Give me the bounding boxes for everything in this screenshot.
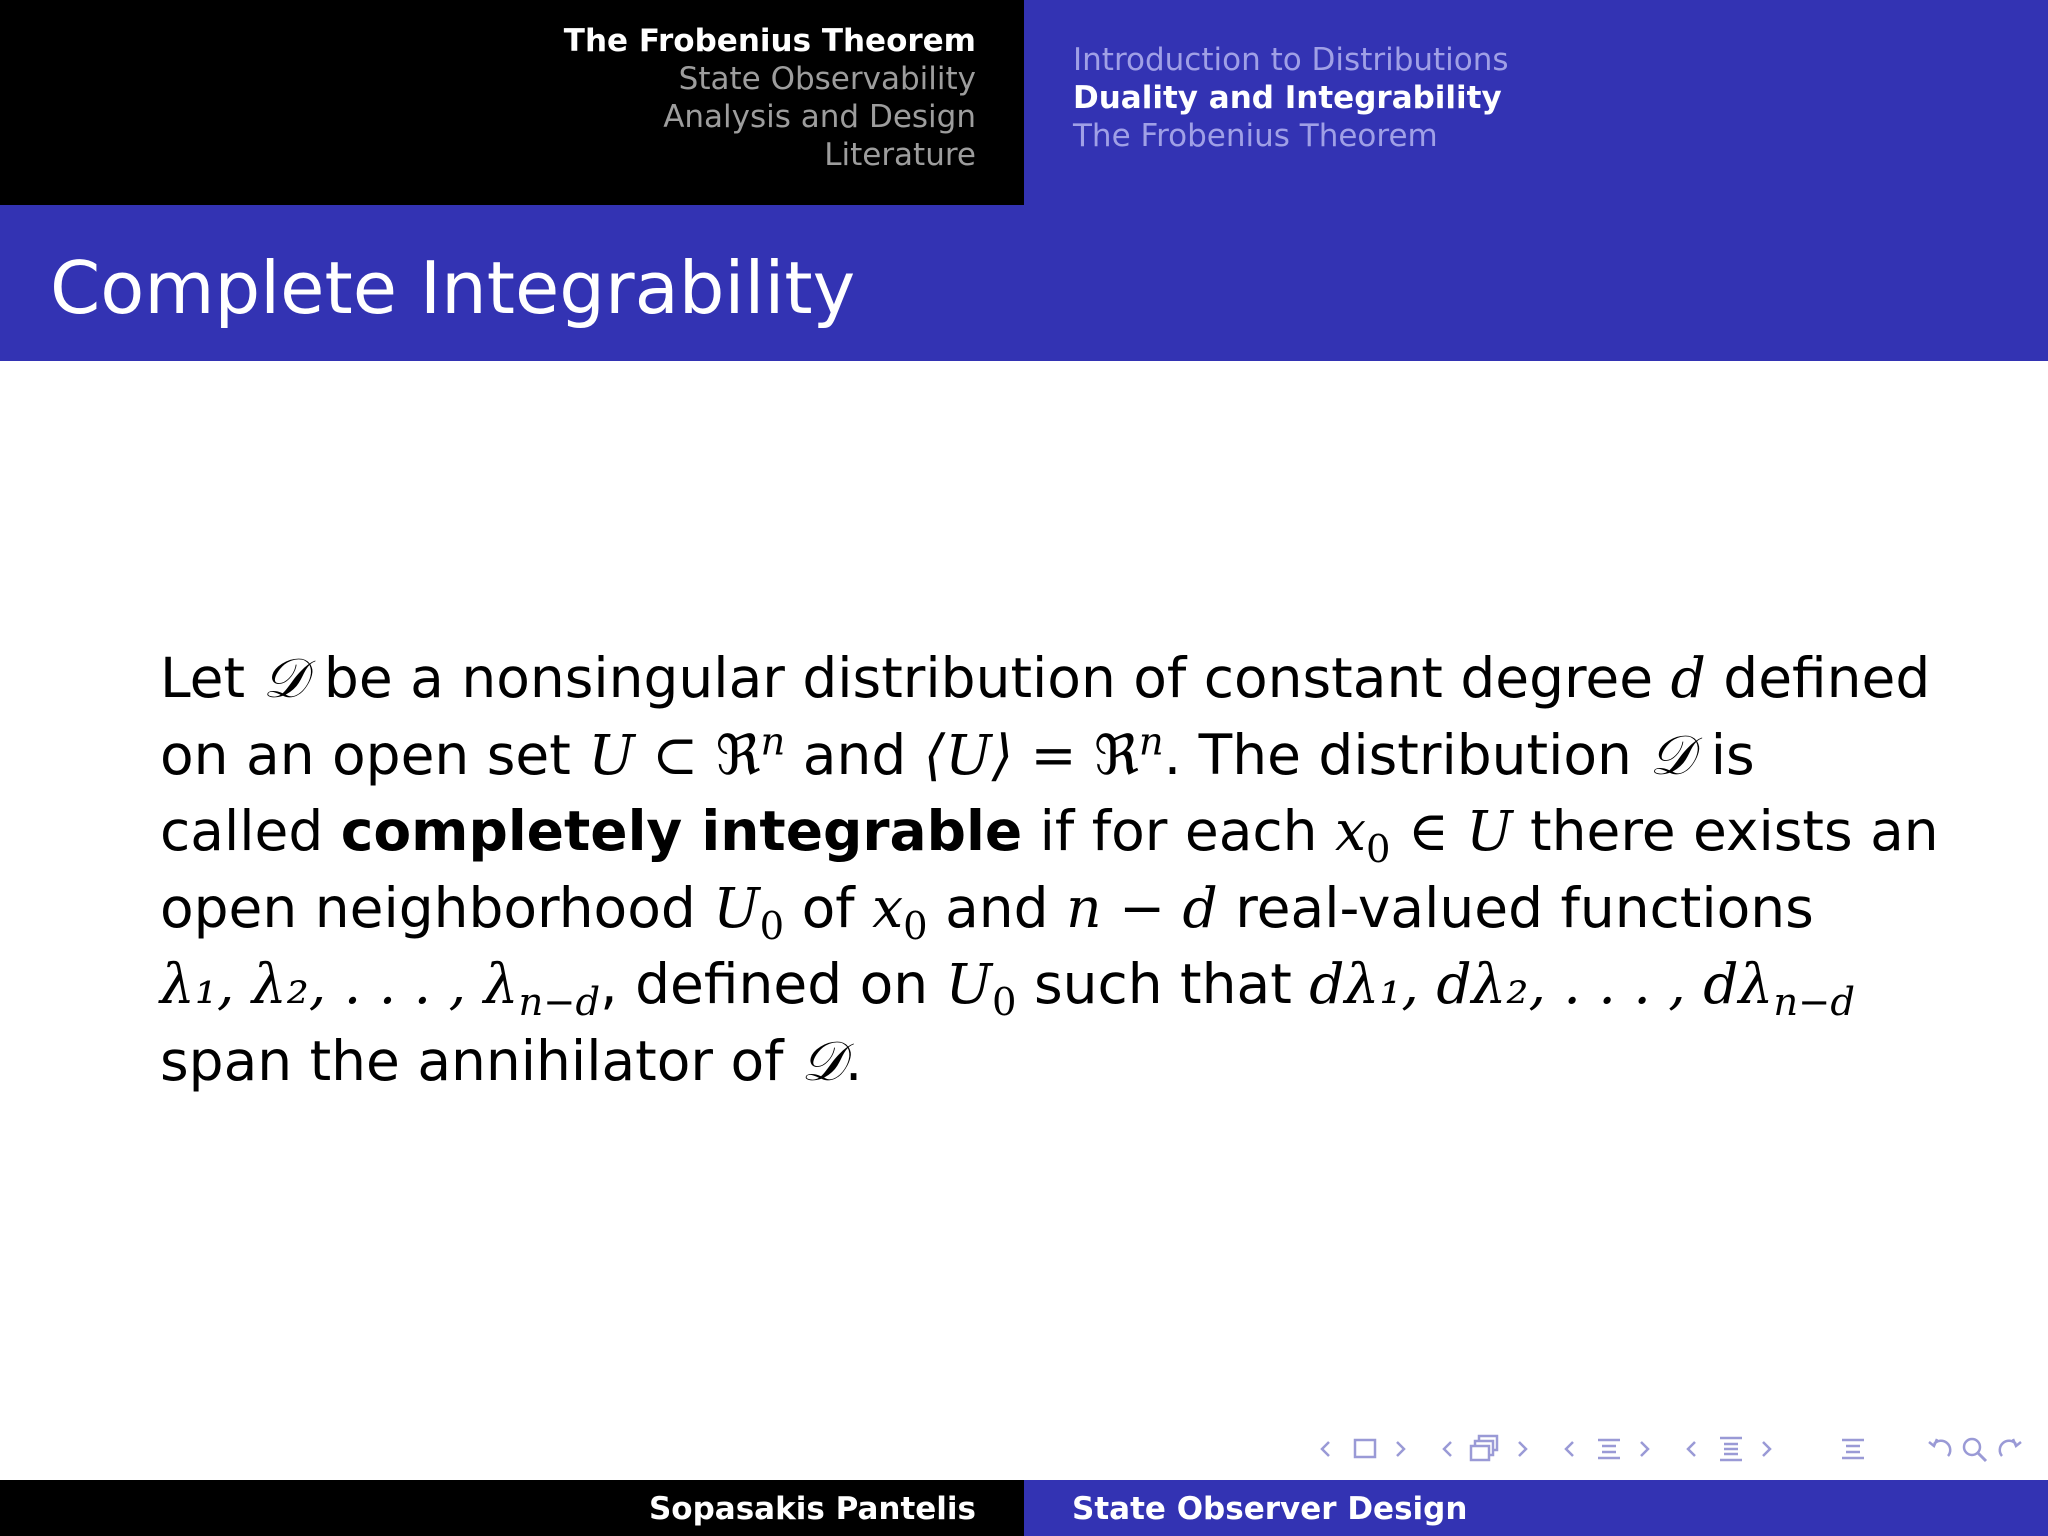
footer-title-bar [1024, 1480, 2048, 1536]
redo-icon[interactable] [1994, 1434, 2024, 1464]
definition-line-6: span the annihilator of 𝒟. [160, 1028, 863, 1093]
nav-section-literature[interactable]: Literature [824, 137, 976, 173]
nav-subsection-frobenius[interactable]: The Frobenius Theorem [1073, 118, 1438, 154]
section-icon[interactable] [1594, 1434, 1624, 1464]
definition-line-3: called completely integrable if for each $x_0$ ∈ U there exists an [160, 799, 1939, 872]
navigation-symbols [1312, 1434, 2032, 1464]
definition-line-2: on an open set U ⊂ ℜ$^n$ and ⟨U⟩ = ℜ$^n$. The distribution 𝒟 is [160, 719, 1755, 787]
subsection-navigation [1024, 0, 2048, 205]
undo-icon[interactable] [1926, 1434, 1956, 1464]
nav-subsection-introduction[interactable]: Introduction to Distributions [1073, 42, 1509, 78]
footer-presentation-title: State Observer Design [1072, 1491, 1468, 1527]
arrow-right-icon[interactable] [1638, 1434, 1652, 1464]
frame-icon[interactable] [1352, 1434, 1378, 1464]
definition-text [160, 640, 1939, 1099]
nav-section-frobenius-theorem[interactable]: The Frobenius Theorem [563, 23, 976, 59]
nav-section-state-observability[interactable]: State Observability [678, 61, 976, 97]
definition-line-1: Let 𝒟 be a nonsingular distribution of constant degree d defined [160, 646, 1931, 710]
subsection-list [1073, 41, 1509, 155]
arrow-right-icon[interactable] [1394, 1434, 1408, 1464]
definition-line-5: λ₁, λ₂, . . . , $\lambda_{n-d}$, defined on $U_0$ such that dλ₁, dλ₂, . . . , $d\lambda_{n-d}$ [160, 952, 1856, 1025]
defined-term: completely integrable [340, 799, 1023, 863]
arrow-left-icon[interactable] [1318, 1434, 1332, 1464]
nav-section-analysis-design[interactable]: Analysis and Design [663, 99, 976, 135]
arrow-left-icon[interactable] [1440, 1434, 1454, 1464]
nav-subsection-duality[interactable]: Duality and Integrability [1073, 80, 1502, 116]
arrow-right-icon[interactable] [1760, 1434, 1774, 1464]
footer-author-bar [0, 1480, 1024, 1536]
arrow-left-icon[interactable] [1562, 1434, 1576, 1464]
section-navigation [0, 0, 1024, 205]
search-icon[interactable] [1960, 1434, 1990, 1464]
frame-title: Complete Integrability [50, 246, 856, 330]
arrow-left-icon[interactable] [1684, 1434, 1698, 1464]
align-icon[interactable] [1838, 1434, 1868, 1464]
frame-title-bar [0, 205, 2048, 361]
arrow-right-icon[interactable] [1516, 1434, 1530, 1464]
section-stack-icon[interactable] [1716, 1434, 1746, 1464]
subsection-icon[interactable] [1468, 1434, 1502, 1464]
footer-author: Sopasakis Pantelis [648, 1491, 976, 1527]
section-list [564, 22, 976, 174]
definition-line-4: open neighborhood $U_0$ of $x_0$ and n − d real-valued functions [160, 875, 1814, 949]
